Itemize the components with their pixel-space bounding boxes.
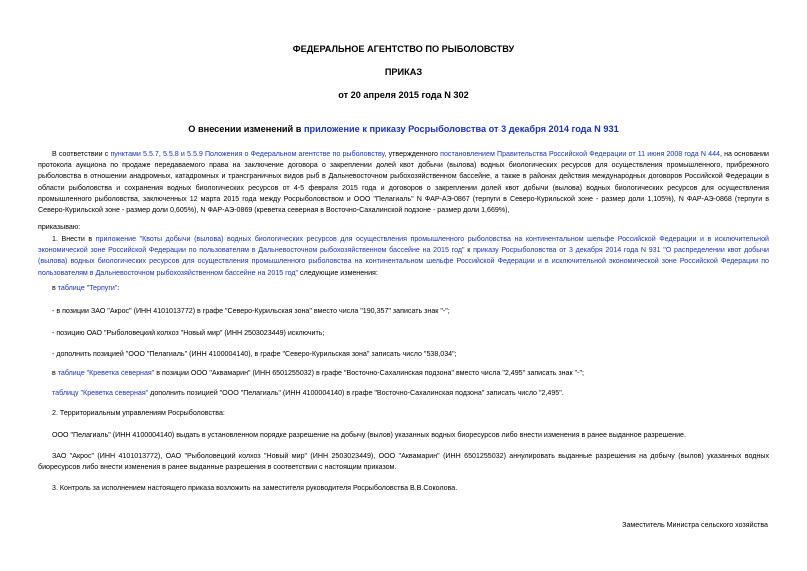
terpugi-text-1: в (52, 284, 58, 292)
doc-type: ПРИКАЗ (384, 67, 423, 77)
item-2-heading: 2. Территориальным управлениям Росрыболовства: (52, 409, 225, 417)
preamble-text-3: , на основании протокола аукциона по продаже передаваемого права на заключение договора о закреплении долей квот добычи (вылова) водных биологических ресурсов для осуществления промышленного, прибрежного рыболовства в отношении анадромных, катадромных и трансграничных видов рыб в Дальневосточном рыбохозяйственном бассейне, а также в районах действия международных договоров Российской Федерации в области рыболовства и сохранения водных биологических ресурсов от 4-5 февраля 2015 года и договоров о закреплении долей квот добычи (вылова) водных биологических ресурсов для осуществления промышленного рыболовства, заключенных 12 марта 2015 года между Росрыболовством и ООО "Пелагиаль" N ФАР-АЭ-0867 (терпуги в Северо-Курильской зоне - размер доли 1,105%), N ФАР-АЭ-0868 (терпуги в Северо-Курильской зоне - размер доли 0,605%), N ФАР-АЭ-0869 (креветка северная в Восточно-Сахалинской подзоне - размер доли 1,669%), (38, 150, 769, 215)
title-prefix: О внесении изменений в (188, 124, 304, 134)
preamble-link-decree[interactable]: постановлением Правительства Российской Федерации от 11 июня 2008 года N 444 (440, 150, 720, 158)
krevetka-paragraph-2 (52, 388, 769, 399)
item-1-paragraph (38, 234, 769, 279)
change-line-c: - дополнить позицией "ООО "Пелагиаль" (ИНН 4100004140), в графе "Северо-Курильская зона" записать число "538,034"; (52, 350, 457, 358)
preamble-link-regulation[interactable]: пунктами 5.5.7, 5.5.8 и 5.5.9 Положения о Федеральном агентстве по рыболовству (110, 150, 385, 158)
item-2b-paragraph: ЗАО "Акрос" (ИНН 4101013772), ОАО "Рыболовецкий колхоз "Новый мир" (ИНН 2503023449), ООО "Аквамарин" (ИНН 6501255032) аннулировать выданные разрешения на добычу (вылов) указанных водных биоресурсов либо внести изменения в ранее выданные разрешения в соответствии с настоящим приказом. (38, 452, 769, 472)
terpugi-table-link[interactable]: таблице "Терпуги" (57, 284, 118, 292)
date-number: от 20 апреля 2015 года N 302 (338, 90, 469, 100)
krevetka2-text: дополнить позицией "ООО "Пелагиаль" (ИНН 4100004140) в графе "Восточно-Сахалинская подзона" записать число "2,495". (148, 389, 564, 397)
item1-link-order[interactable]: приказу Росрыболовства от 3 декабря 2014 года N 931 "О распределении квот добычи (вылова) водных биологических ресурсов для осуществления промышленного рыболовства на континентальном шельфе Российской Федерации и в исключительной экономической зоне Российской Федерации по пользователям в Дальневосточном рыбохозяйственном бассейне на 2015 год" (38, 246, 770, 277)
item1-text-3: следующие изменения: (298, 268, 378, 277)
preamble-paragraph (38, 149, 769, 216)
title-link[interactable]: приложение к приказу Росрыболовства от 3 декабря 2014 года N 931 (303, 124, 619, 134)
order-word: приказываю: (38, 223, 81, 231)
krevetka-paragraph-1 (52, 368, 769, 379)
change-line-a: - в позиции ЗАО "Акрос" (ИНН 4101013772) в графе "Северо-Курильская зона" вместо числа "190,357" записать знак "-"; (52, 307, 450, 315)
preamble-text-2: , утвержденного (384, 150, 441, 158)
change-line-b: - позицию ОАО "Рыболовецкий колхоз "Новый мир" (ИНН 2503023449) исключить; (52, 329, 325, 337)
krevetka1-text-2: в позиции ООО "Аквамарин" (ИНН 6501255032) в графе "Восточно-Сахалинская подзона" вместо числа "2,495" записать знак "-"; (154, 369, 584, 377)
item-3-paragraph: 3. Контроль за исполнением настоящего приказа возложить на заместителя руководителя Росрыболовства В.В.Соколова. (52, 484, 458, 492)
agency-title: ФЕДЕРАЛЬНОЕ АГЕНТСТВО ПО РЫБОЛОВСТВУ (292, 44, 515, 54)
item-2a-paragraph: ООО "Пелагиаль" (ИНН 4100004140) выдать в установленном порядке разрешение на добычу (вылов) указанных водных биоресурсов либо внести изменения в ранее выданное разрешение. (52, 431, 686, 439)
terpugi-paragraph (52, 283, 769, 294)
order-title (0, 124, 807, 134)
item1-text-2: к (464, 246, 474, 255)
preamble-text-1: В соответствии с (52, 150, 111, 158)
krevetka1-text-1: в (52, 369, 58, 377)
signature-line: Заместитель Министра сельского хозяйства (622, 521, 768, 529)
item1-link-appendix[interactable]: приложение "Квоты добычи (вылова) водных биологических ресурсов для осуществления промышленного рыболовства на континентальном шельфе Российской Федерации и в исключительной экономической зоне Российской Федерации по пользователям в Дальневосточном рыбохозяйственном бассейне на 2015 год" (38, 235, 769, 255)
item1-text-1: 1. Внести в (52, 235, 96, 243)
terpugi-text-2: : (117, 284, 120, 292)
krevetka1-table-link[interactable]: таблице "Креветка северная" (57, 369, 155, 377)
krevetka2-table-link[interactable]: таблицу "Креветка северная" (52, 389, 149, 397)
